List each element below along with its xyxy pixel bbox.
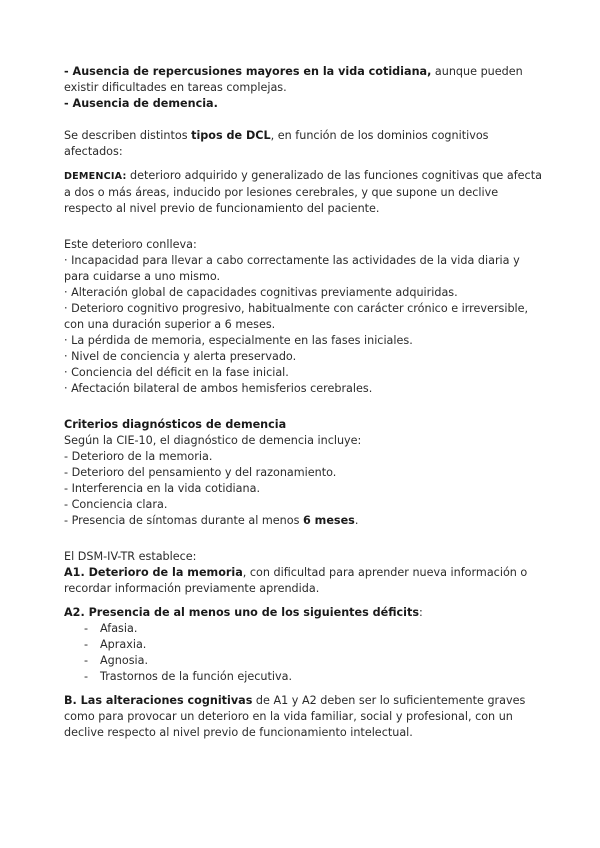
dsm-a1-rest: , con dificultad para aprender nueva información o recordar información previamente aprendida.: [64, 566, 528, 595]
document-page: [64, 64, 542, 741]
deterioro-item: · Deterioro cognitivo progresivo, habitualmente con carácter crónico e irreversible, con una duración superior a 6 meses.: [64, 302, 529, 331]
dash-bullet: -: [84, 622, 89, 635]
spacer: [64, 397, 542, 417]
dsm-a2: [64, 605, 542, 621]
deterioro-item: · La pérdida de memoria, especialmente en las fases iniciales.: [64, 334, 413, 347]
dsm-intro: El DSM-IV-TR establece:: [64, 550, 197, 563]
deterioro-item: · Alteración global de capacidades cognitivas previamente adquiridas.: [64, 286, 458, 299]
deterioro-item: · Afectación bilateral de ambos hemisferios cerebrales.: [64, 382, 373, 395]
dsm-a2-bold: A2. Presencia de al menos uno de los siguientes déficits: [64, 606, 420, 619]
criterios-last-post: .: [354, 514, 359, 527]
criterios-item-last: [64, 513, 542, 529]
deterioro-list: [64, 253, 542, 397]
dsm-b-bold: B. Las alteraciones cognitivas: [64, 694, 253, 707]
spacer: [64, 597, 542, 605]
intro-line-1-bold: - Ausencia de repercusiones mayores en la vida cotidiana,: [64, 65, 432, 78]
dash-bullet: -: [84, 670, 89, 683]
spacer: [64, 685, 542, 693]
intro-line-1: [64, 64, 542, 96]
intro-line-1-rest: aunque pueden existir dificultades en tareas complejas.: [64, 65, 523, 94]
criterios-last-bold: 6 meses: [302, 514, 355, 527]
spacer: [64, 529, 542, 549]
criterios-item: - Deterioro de la memoria.: [64, 450, 213, 463]
dsm-a2-item: [64, 637, 542, 653]
spacer: [64, 217, 542, 237]
dcl-pre: Se describen distintos: [64, 129, 192, 142]
demencia-definition: [64, 168, 542, 217]
dsm-b: [64, 693, 542, 741]
dsm-a2-list: [64, 621, 542, 685]
dcl-paragraph: [64, 128, 542, 160]
dsm-a2-item-text: Apraxia.: [100, 638, 147, 651]
intro-line-2-bold: - Ausencia de demencia.: [64, 97, 218, 110]
criterios-heading: Criterios diagnósticos de demencia: [64, 418, 287, 431]
dsm-a2-item-text: Agnosia.: [100, 654, 149, 667]
demencia-text: deterioro adquirido y generalizado de las funciones cognitivas que afecta a dos o más áreas, inducido por lesiones cerebrales, y que supone un declive respecto al nivel previo de funcionamiento del paciente.: [64, 169, 542, 215]
spacer: [64, 112, 542, 128]
dcl-bold: tipos de DCL: [191, 129, 271, 142]
criterios-intro: Según la CIE-10, el diagnóstico de demencia incluye:: [64, 434, 362, 447]
demencia-label: DEMENCIA:: [64, 171, 127, 182]
deterioro-item: · Incapacidad para llevar a cabo correctamente las actividades de la vida diaria y para cuidarse a uno mismo.: [64, 254, 520, 283]
dash-bullet: -: [84, 654, 89, 667]
dsm-a2-item-text: Afasia.: [100, 622, 138, 635]
intro-line-2: [64, 96, 542, 112]
criterios-last-pre: - Presencia de síntomas durante al menos: [64, 514, 303, 527]
criterios-item: - Conciencia clara.: [64, 498, 168, 511]
deterioro-heading: Este deterioro conlleva:: [64, 238, 197, 251]
dsm-a1-bold: A1. Deterioro de la memoria: [64, 566, 243, 579]
criterios-item: - Deterioro del pensamiento y del razonamiento.: [64, 466, 337, 479]
dsm-a2-item: [64, 653, 542, 669]
spacer: [64, 160, 542, 168]
dsm-a2-item-text: Trastornos de la función ejecutiva.: [100, 670, 292, 683]
dsm-a2-item: [64, 621, 542, 637]
dsm-a2-item: [64, 669, 542, 685]
dcl-post: , en función de los dominios cognitivos afectados:: [64, 129, 489, 158]
dsm-a1: [64, 565, 542, 597]
deterioro-item: · Nivel de conciencia y alerta preservado.: [64, 350, 297, 363]
dsm-a2-rest: :: [419, 606, 423, 619]
dsm-b-rest: de A1 y A2 deben ser lo suficientemente graves como para provocar un deterioro en la vida familiar, social y profesional, con un declive respecto al nivel previo de funcionamiento intelectual.: [64, 694, 526, 739]
dash-bullet: -: [84, 638, 89, 651]
deterioro-item: · Conciencia del déficit en la fase inicial.: [64, 366, 289, 379]
criterios-item: - Interferencia en la vida cotidiana.: [64, 482, 261, 495]
